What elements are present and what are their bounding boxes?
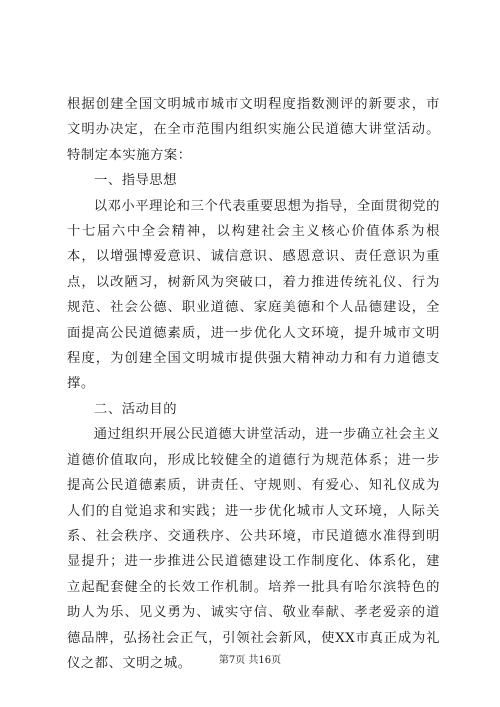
page-number-footer: 第7页 共16页 <box>218 655 282 666</box>
document-body <box>67 92 440 676</box>
section-heading-guiding-ideology: 一、指导思想 <box>94 173 178 189</box>
intro-paragraph: 根据创建全国文明城市城市文明程度指数测评的新要求，市文明办决定，在全市范围内组织实施公民道德大讲堂活动。特制定本实施方案： <box>67 97 440 163</box>
section-heading-activity-purpose: 二、活动目的 <box>94 401 178 417</box>
activity-purpose-paragraph: 通过组织开展公民道德大讲堂活动，进一步确立社会主义道德价值取向，形成比较健全的道德行为规范体系；进一步提高公民道德素质，讲责任、守规则、有爱心、知礼仪成为人们的自觉追求和实践；进一步优化城市人文环境，人际关系、社会秩序、交通秩序、公共环境，市民道德水准得到明显提升；进一步推进公民道德建设工作制度化、体系化，建立起配套健全的长效工作机制。培养一批具有哈尔滨特色的助人为乐、见义勇为、诚实守信、敬业奉献、孝老爱亲的道德品牌，弘扬社会正气，引领社会新风，使XX市真正成为礼仪之都、文明之城。 <box>67 427 440 671</box>
guiding-ideology-paragraph: 以邓小平理论和三个代表重要思想为指导，全面贯彻党的十七届六中全会精神，以构建社会主义核心价值体系为根本，以增强博爱意识、诚信意识、感恩意识、责任意识为重点，以改陋习，树新风为突破口，着力推进传统礼仪、行为规范、社会公德、职业道德、家庭美德和个人品德建设，全面提高公民道德素质，进一步优化人文环境，提升城市文明程度，为创建全国文明城市提供强大精神动力和有力道德支撑。 <box>67 198 440 392</box>
